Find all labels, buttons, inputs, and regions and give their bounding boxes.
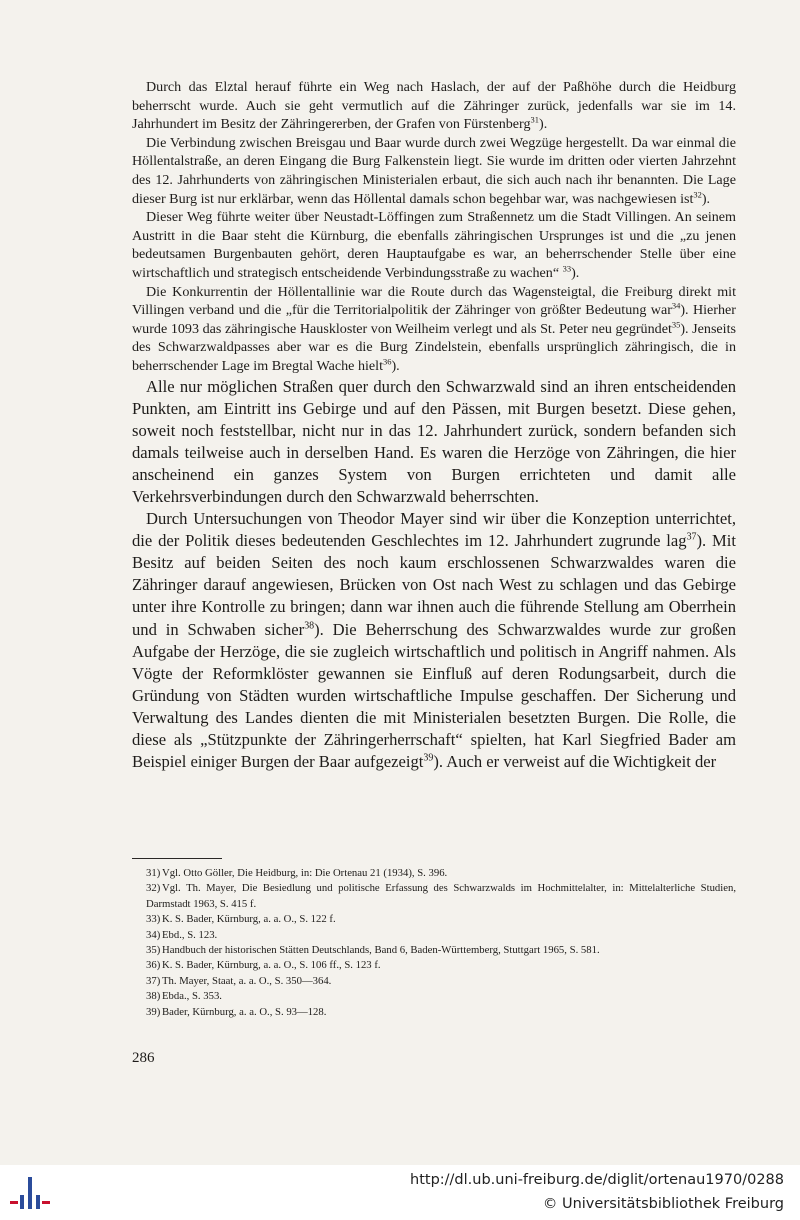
paragraph (132, 134, 736, 208)
footnote-text: Bader, Kürnburg, a. a. O., S. 93—128. (162, 1005, 327, 1018)
footnote-text: Ebda., S. 353. (162, 990, 222, 1003)
footnote-number: 36) (146, 959, 161, 972)
footnote-number: 31) (146, 867, 161, 879)
paragraph-text: ). (701, 190, 711, 207)
footnote-number: 32) (146, 882, 161, 895)
footnote-ref[interactable]: 31 (530, 114, 539, 125)
footnote-ref[interactable]: 34 (671, 300, 681, 311)
footnote-ref[interactable]: 39 (423, 752, 434, 764)
footnote (132, 1005, 736, 1020)
footnote-ref[interactable]: 38 (304, 620, 315, 631)
copyright-notice: © Universitätsbibliothek Freiburg (542, 1196, 784, 1212)
paragraph-text: ). Mit Besitz auf beiden Seiten des noch kaum erschlossenen Schwarzwaldes waren die Zähringer darauf angewiesen, Brücken von Ost nach West zu schlagen und das Gebirge unter ihre Kontrolle zu bringen; dann war ihnen auch die führende Stellung am Oberrhein und in Schwaben sicher (132, 531, 736, 639)
footnote (132, 866, 736, 881)
footnote (132, 912, 736, 927)
paragraph (132, 508, 736, 773)
footnote (132, 928, 736, 943)
footnote-ref[interactable]: 32 (693, 188, 702, 199)
paragraph-text: Dieser Weg führte weiter über Neustadt-Löffingen zum Straßennetz um die Stadt Villingen. An seinem Austritt in die Baar steht die Kürnburg, die ebenfalls zähringischen Ursprunges ist und die „zu jenen bedeutsamen Burgenbauten gehört, deren Hauptaufgabe es war, an beherrschender Stelle über eine wirtschaftlich und strategisch entscheidende Verbindungsstraße zu wachen“ (132, 209, 736, 281)
paragraph-text: ). Die Beherrschung des Schwarzwaldes wurde zur großen Aufgabe der Herzöge, die sie zugleich wirtschaftlich und politisch in Angriff nahmen. Als Vögte der Reformklöster gewannen sie Einfluß auf deren Rodungsarbeit, durch die Gründung von Städten wurden wirtschaftliche Impulse geschaffen. Der Sicherung und Verwaltung des Landes dienten die mit Ministerialen besetzten Burgen. Die Rolle, die diese als „Stützpunkte der Zähringerherrschaft“ spielten, hat Karl Siegfried Bader am Beispiel einiger Burgen der Baar aufgezeigt (132, 619, 736, 772)
footnote-text: Handbuch der historischen Stätten Deutschlands, Band 6, Baden-Württemberg, Stuttgart 1965, S. 581. (162, 944, 600, 957)
footnote (132, 943, 736, 958)
footnote-number: 34) (146, 928, 161, 941)
footnote-number: 37) (146, 974, 161, 987)
footnote-number: 39) (146, 1005, 161, 1018)
paragraph-text: Die Verbindung zwischen Breisgau und Baar wurde durch zwei Wegzüge hergestellt. Da war einmal die Höllentalstraße, an deren Eingang die Burg Falkenstein liegt. Sie wurde im dritten oder vierten Jahrzehnt des 12. Jahrhunderts von zähringischen Ministerialen erbaut, die sich auch nach ihr benannten. Die Lage dieser Burg ist nur erklärbar, wenn das Höllental damals schon begehbar war, was nachgewiesen ist (132, 134, 736, 207)
footnote-text: Th. Mayer, Staat, a. a. O., S. 350—364. (162, 974, 332, 987)
footnote-ref[interactable]: 37 (686, 531, 697, 543)
paragraph-text: ). (391, 357, 400, 374)
paragraph-text: Durch Untersuchungen von Theodor Mayer sind wir über die Konzeption unterrichtet, die der Politik dieses bedeutenden Geschlechtes im 12. Jahrhundert zugrunde lag (132, 509, 736, 551)
footnote-divider (132, 858, 222, 859)
paragraph (132, 208, 736, 282)
footnote-number: 33) (146, 913, 161, 926)
paragraph-text: ). Hierher wurde 1093 das zähringische Hauskloster von Weilheim verlegt und als St. Peter neu gegründet (132, 302, 736, 337)
footnote-ref[interactable]: 33 (562, 263, 572, 274)
paragraph (132, 376, 736, 509)
ub-freiburg-logo-icon (10, 1171, 50, 1215)
paragraph-text: ). Jenseits des Schwarzwaldpasses aber war es die Burg Zindelstein, ebenfalls ursprünglich zähringisch, die in beherrschender Lage im Bregtal Wache hielt (132, 320, 736, 374)
document-url[interactable]: http://dl.ub.uni-freiburg.de/diglit/ortenau1970/0288 (410, 1172, 784, 1188)
footnote-number: 38) (146, 990, 161, 1003)
footnote-text: K. S. Bader, Kürnburg, a. a. O., S. 106 ff., S. 123 f. (162, 959, 381, 972)
paragraph-text: Alle nur möglichen Straßen quer durch den Schwarzwald sind an ihren entscheidenden Punkten, am Eintritt ins Gebirge und auf den Pässen, mit Burgen besetzt. Diese gehen, soweit noch feststellbar, nicht nur in das 12. Jahrhundert zurück, sondern befanden sich damals teilweise auch in derselben Hand. Es waren die Herzöge von Zähringen, die hier anscheinend ein ganzes System von Burgen errichteten und damit alle Verkehrsverbindungen durch den Schwarzwald beherrschten. (132, 376, 736, 506)
paragraph-text: Durch das Elztal herauf führte ein Weg nach Haslach, der auf der Paßhöhe durch die Heidburg beherrscht wurde. Auch sie geht vermutlich auf die Zähringer zurück, jedenfalls war sie im 14. Jahrhundert im Besitz der Zähringererben, der Grafen von Fürstenberg (132, 79, 736, 133)
paragraph (132, 78, 736, 134)
footnote-ref[interactable]: 35 (671, 319, 681, 330)
footnote (132, 974, 736, 989)
footnote-text: K. S. Bader, Kürnburg, a. a. O., S. 122 f. (162, 913, 336, 926)
footnotes (132, 866, 736, 1020)
paragraph (132, 283, 736, 376)
paragraph-text: ). (571, 264, 580, 281)
page-number: 286 (132, 1050, 155, 1066)
viewer-footer (0, 1165, 800, 1220)
paragraph-text: ). Auch er verweist auf die Wichtigkeit der (433, 752, 717, 772)
footnote-ref[interactable]: 36 (383, 356, 392, 367)
footnote-text: Vgl. Th. Mayer, Die Besiedlung und politische Erfassung des Schwarzwalds im Hochmittelalter, in: Mittelalterliche Studien, Darmstadt 1963, S. 415 f. (146, 882, 736, 910)
paragraph-text: Die Konkurrentin der Höllentallinie war die Route durch das Wagensteigtal, die Freiburg direkt mit Villingen verband und die „für die Territorialpolitik der Zähringer von größter Bedeutung war (132, 283, 736, 319)
paragraph-text: ). (539, 116, 548, 133)
footnote-text: Vgl. Otto Göller, Die Heidburg, in: Die Ortenau 21 (1934), S. 396. (162, 867, 448, 879)
footnote (132, 958, 736, 973)
body-text (132, 78, 736, 773)
footnote (132, 881, 736, 912)
footnote-text: Ebd., S. 123. (162, 928, 218, 941)
footnote (132, 989, 736, 1004)
footnote-number: 35) (146, 944, 161, 957)
